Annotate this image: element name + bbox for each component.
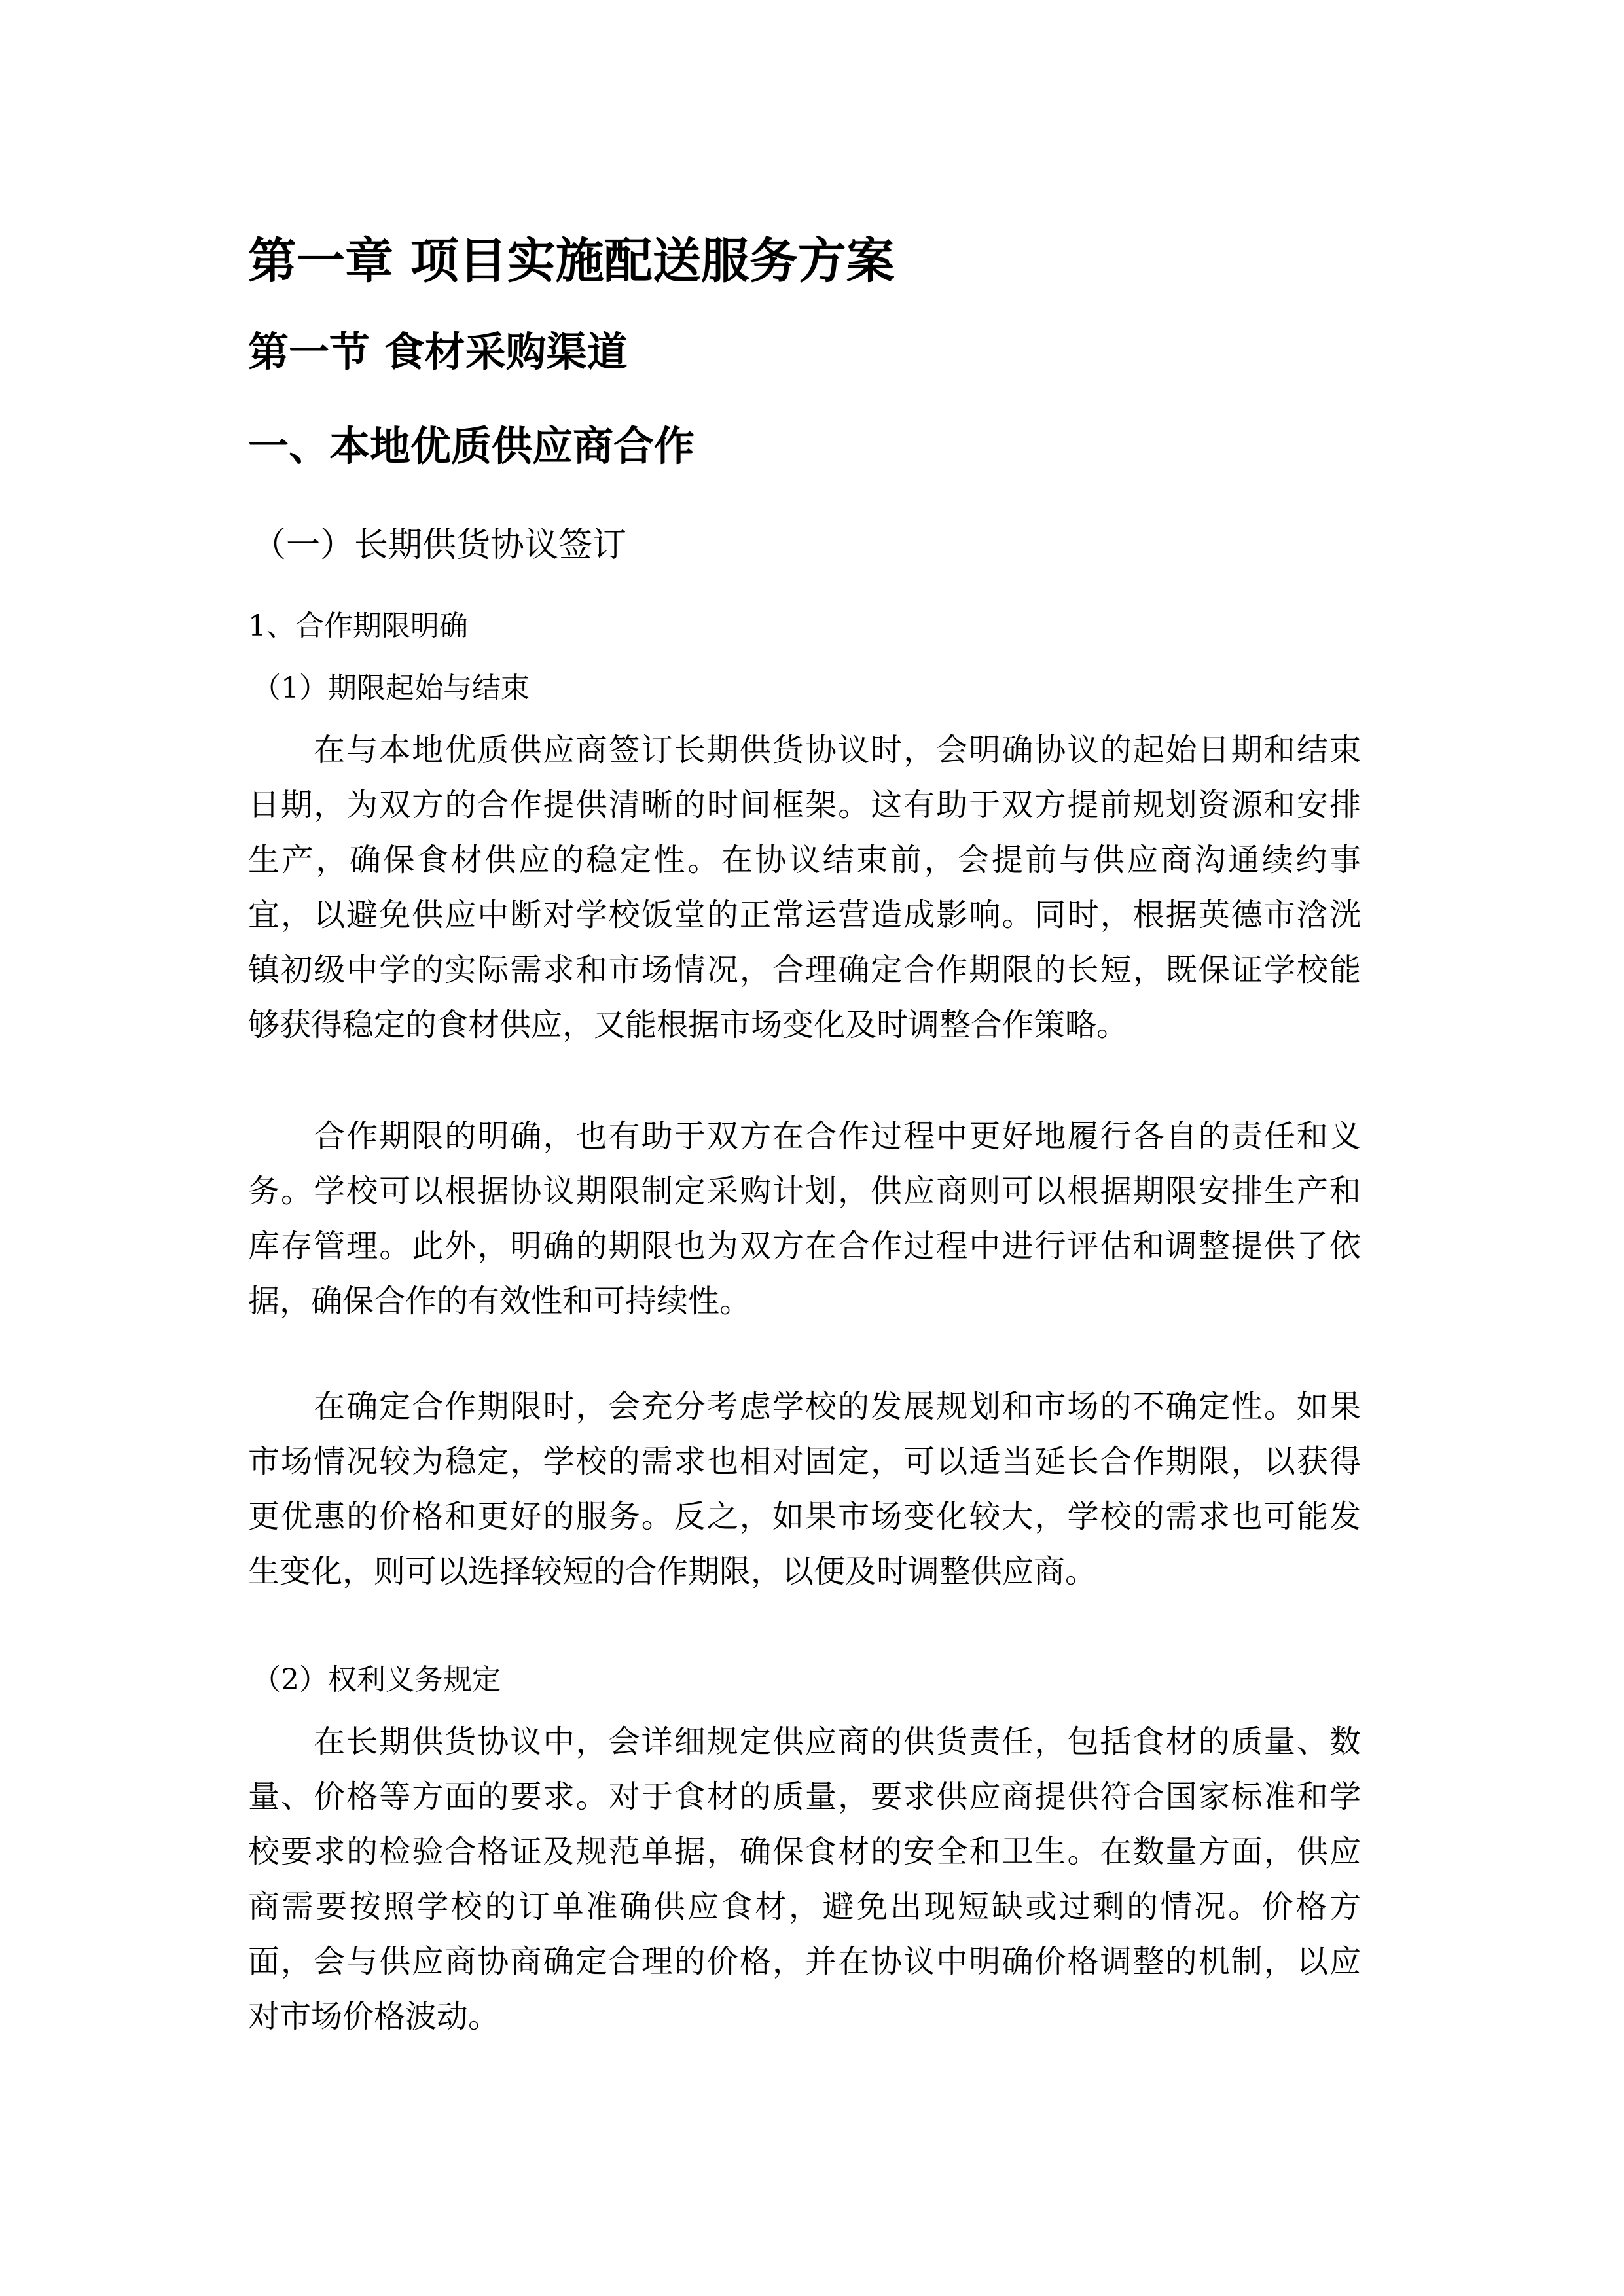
text-line: 够获得稳定的食材供应，又能根据市场变化及时调整合作策略。 [248, 1007, 1128, 1043]
text-line: 生变化，则可以选择较短的合作期限，以便及时调整供应商。 [248, 1553, 1097, 1590]
text-line: 合作期限的明确，也有助于双方在合作过程中更好地履行各自的责任和义 [314, 1118, 1361, 1155]
sub-heading-1: （1）期限起始与结束 [252, 672, 530, 705]
point-heading: 1、合作期限明确 [248, 609, 468, 643]
text-line: 市场情况较为稳定，学校的需求也相对固定，可以适当延长合作期限，以获得 [248, 1443, 1361, 1480]
text-line: 校要求的检验合格证及规范单据，确保食材的安全和卫生。在数量方面，供应 [248, 1833, 1361, 1870]
text-line: 在与本地优质供应商签订长期供货协议时，会明确协议的起始日期和结束 [314, 732, 1361, 768]
paragraph-1 [248, 723, 1361, 1052]
paragraph-2 [248, 1109, 1361, 1329]
paragraph-3 [248, 1379, 1361, 1599]
text-line: 对市场价格波动。 [248, 1998, 500, 2035]
text-line: 在长期供货协议中，会详细规定供应商的供货责任，包括食材的质量、数 [314, 1723, 1361, 1760]
text-line: 更优惠的价格和更好的服务。反之，如果市场变化较大，学校的需求也可能发 [248, 1498, 1361, 1535]
text-line: 务。学校可以根据协议期限制定采购计划，供应商则可以根据期限安排生产和 [248, 1173, 1361, 1210]
paragraph-4 [248, 1714, 1361, 2044]
section-title: 第一节 食材采购渠道 [248, 328, 628, 376]
text-line: 日期，为双方的合作提供清晰的时间框架。这有助于双方提前规划资源和安排 [248, 787, 1361, 823]
text-line: 库存管理。此外，明确的期限也为双方在合作过程中进行评估和调整提供了依 [248, 1228, 1361, 1265]
item-heading: （一）长期供货协议签订 [252, 526, 627, 565]
text-line: 生产，确保食材供应的稳定性。在协议结束前，会提前与供应商沟通续约事 [248, 842, 1361, 878]
text-line: 宜，以避免供应中断对学校饭堂的正常运营造成影响。同时，根据英德市浛洸 [248, 897, 1361, 933]
text-line: 量、价格等方面的要求。对于食材的质量，要求供应商提供符合国家标准和学 [248, 1778, 1361, 1815]
sub-heading-2: （2）权利义务规定 [252, 1663, 501, 1696]
chapter-title: 第一章 项目实施配送服务方案 [248, 233, 895, 289]
text-line: 据，确保合作的有效性和可持续性。 [248, 1283, 751, 1319]
text-line: 在确定合作期限时，会充分考虑学校的发展规划和市场的不确定性。如果 [314, 1388, 1361, 1425]
text-line: 面，会与供应商协商确定合理的价格，并在协议中明确价格调整的机制，以应 [248, 1943, 1361, 1980]
text-line: 商需要按照学校的订单准确供应食材，避免出现短缺或过剩的情况。价格方 [248, 1888, 1361, 1925]
subsection-title: 一、本地优质供应商合作 [248, 422, 695, 470]
text-line: 镇初级中学的实际需求和市场情况，合理确定合作期限的长短，既保证学校能 [248, 952, 1361, 988]
